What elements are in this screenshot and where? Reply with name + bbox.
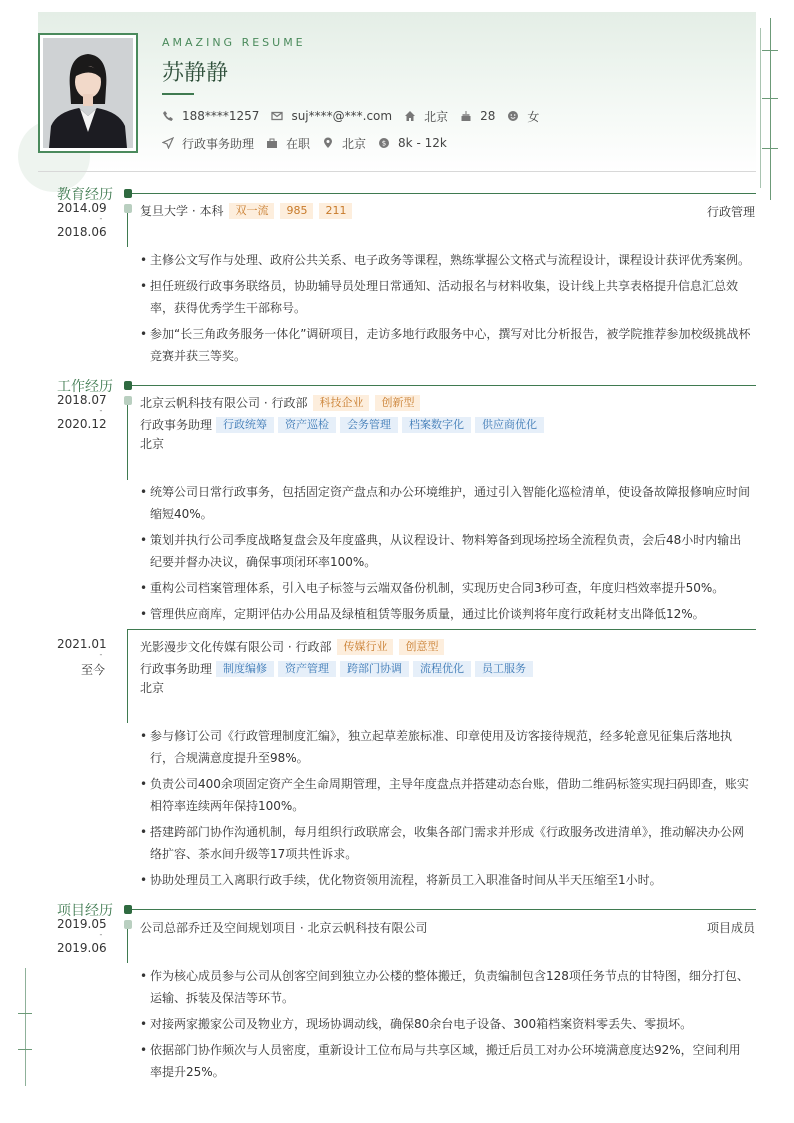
entry-marker <box>124 920 132 929</box>
skill-tag: 员工服务 <box>475 661 533 677</box>
phone-text: 188****1257 <box>182 109 260 123</box>
timeline-line <box>127 213 128 247</box>
edu-major: 行政管理 <box>707 205 756 219</box>
project-name: 公司总部乔迁及空间规划项目 · 北京云帆科技有限公司 <box>140 921 428 935</box>
section-title-education: 教育经历 <box>57 187 113 203</box>
work2-title-row <box>140 660 533 677</box>
project-bullet: • 作为核心成员参与公司从创客空间到独立办公楼的整体搬迁，负责编制包含128项任务节点的甘特图，细分打包、运输、拆装及保洁等环节。 <box>140 965 752 1009</box>
avatar <box>43 38 133 148</box>
skill-tag: 资产巡检 <box>278 417 336 433</box>
age-icon <box>460 110 472 122</box>
salary-text: 8k - 12k <box>398 136 447 150</box>
edu-end-date: 2018.06 <box>57 225 107 239</box>
resume-tagline: AMAZING RESUME <box>162 36 306 49</box>
briefcase-icon <box>266 137 278 149</box>
section-marker <box>124 381 132 390</box>
status-item <box>266 135 310 152</box>
status-text: 在职 <box>286 136 311 151</box>
skill-tag: 供应商优化 <box>475 417 544 433</box>
date-dash: - <box>99 214 103 223</box>
work2-bullet: • 负责公司400余项固定资产全生命周期管理，主导年度盘点并搭建动态台账，借助二维码标签实现扫码即查，账实相符率连续两年保持100%。 <box>140 773 752 817</box>
contact-row <box>162 107 551 125</box>
project-start-date: 2019.05 <box>57 917 107 931</box>
company-tag: 传媒行业 <box>337 639 393 655</box>
age-text: 28 <box>480 109 496 123</box>
skill-tag: 流程优化 <box>413 661 471 677</box>
section-marker <box>124 905 132 914</box>
work2-end-date: 至今 <box>80 663 105 677</box>
work2-company-row <box>140 638 444 655</box>
work1-start-date: 2018.07 <box>57 393 107 407</box>
job-title: 行政事务助理 <box>140 418 213 432</box>
school-name: 复旦大学 · 本科 <box>140 204 224 218</box>
work1-bullet: • 管理供应商库，定期评估办公用品及绿植租赁等服务质量，通过比价谈判将年度行政耗材支出降低12%。 <box>140 603 752 625</box>
section-line <box>132 909 756 910</box>
age-item <box>460 109 495 123</box>
work2-city: 北京 <box>140 681 165 695</box>
home-icon <box>404 110 416 122</box>
email-item <box>271 109 392 123</box>
gender-icon <box>507 110 519 122</box>
phone-icon <box>162 110 174 122</box>
section-line <box>132 385 756 386</box>
job-title: 行政事务助理 <box>140 662 213 676</box>
intent-row <box>162 134 459 152</box>
work1-end-date: 2020.12 <box>57 417 107 431</box>
date-dash: - <box>99 930 103 939</box>
money-icon <box>378 137 390 149</box>
header-divider <box>38 171 756 172</box>
svg-text:$: $ <box>381 139 387 148</box>
timeline-line <box>127 405 128 480</box>
company-tag: 科技企业 <box>313 395 369 411</box>
school-tag: 985 <box>280 203 313 219</box>
work2-bullet: • 协助处理员工入离职行政手续，优化物资领用流程，将新员工入职准备时间从半天压缩至1小时。 <box>140 869 752 891</box>
skill-tag: 行政统筹 <box>216 417 274 433</box>
location-icon <box>322 137 334 149</box>
date-dash: - <box>99 650 103 659</box>
work1-company-row <box>140 394 420 411</box>
entry-marker <box>124 204 132 213</box>
project-bullet: • 对接两家搬家公司及物业方，现场协调动线，确保80余台电子设备、300箱档案资料零丢失、零损坏。 <box>140 1013 752 1035</box>
work1-city: 北京 <box>140 437 165 451</box>
city-item <box>404 108 448 125</box>
entry-separator <box>127 629 756 630</box>
skill-tag: 档案数字化 <box>402 417 471 433</box>
edu-bullet: • 参加“长三角政务服务一体化”调研项目，走访多地行政服务中心，撰写对比分析报告，被学院推荐参加校级挑战杯竞赛并获三等奖。 <box>140 323 752 367</box>
skill-tag: 会务管理 <box>340 417 398 433</box>
target-city-text: 北京 <box>342 136 367 151</box>
section-title-work: 工作经历 <box>57 379 113 395</box>
school-tag: 双一流 <box>229 203 274 219</box>
email-icon <box>271 110 283 122</box>
work1-bullet: • 重构公司档案管理体系，引入电子标签与云端双备份机制，实现历史合同3秒可查，年度归档效率提升50%。 <box>140 577 752 599</box>
work2-bullet: • 参与修订公司《行政管理制度汇编》，独立起草差旅标准、印章使用及访客接待规范，经多轮意见征集后落地执行，合规满意度提升至98%。 <box>140 725 752 769</box>
work1-bullet: • 统筹公司日常行政事务，包括固定资产盘点和办公环境维护，通过引入智能化巡检清单，使设备故障报修响应时间缩短40%。 <box>140 481 752 525</box>
candidate-name: 苏静静 <box>162 61 229 86</box>
edu-bullet: • 主修公文写作与处理、政府公共关系、电子政务等课程，熟练掌握公文格式与流程设计，课程设计获评优秀案例。 <box>140 249 752 271</box>
target-city-item <box>322 135 366 152</box>
send-icon <box>162 137 174 149</box>
company-tag: 创新型 <box>375 395 420 411</box>
work1-title-row <box>140 416 544 433</box>
skill-tag: 跨部门协调 <box>340 661 409 677</box>
project-role: 项目成员 <box>707 921 756 935</box>
entry-marker <box>124 396 132 405</box>
salary-item <box>378 136 447 150</box>
section-line <box>132 193 756 194</box>
email-text: suj****@***.com <box>291 109 393 123</box>
city-text: 北京 <box>424 109 449 124</box>
gender-item <box>507 108 539 125</box>
edu-bullet: • 担任班级行政事务联络员，协助辅导员处理日常通知、活动报名与材料收集，设计线上共享表格提升信息汇总效率，获得优秀学生干部称号。 <box>140 275 752 319</box>
timeline-line <box>127 629 128 723</box>
work2-start-date: 2021.01 <box>57 637 107 651</box>
company-name: 北京云帆科技有限公司 · 行政部 <box>140 396 308 410</box>
timeline-line <box>127 929 128 963</box>
work2-bullet: • 搭建跨部门协作沟通机制，每月组织行政联席会，收集各部门需求并形成《行政服务改进清单》，推动解决办公网络扩容、茶水间升级等17项共性诉求。 <box>140 821 752 865</box>
gender-text: 女 <box>527 109 540 124</box>
name-underline <box>162 93 194 95</box>
edu-school-row <box>140 202 352 219</box>
project-bullet: • 依据部门协作频次与人员密度，重新设计工位布局与共享区域，搬迁后员工对办公环境满意度达92%，空间利用率提升25%。 <box>140 1039 752 1083</box>
skill-tag: 制度编修 <box>216 661 274 677</box>
edu-start-date: 2014.09 <box>57 201 107 215</box>
company-name: 光影漫步文化传媒有限公司 · 行政部 <box>140 640 332 654</box>
section-marker <box>124 189 132 198</box>
project-end-date: 2019.06 <box>57 941 107 955</box>
company-tag: 创意型 <box>399 639 444 655</box>
target-job-item <box>162 135 254 152</box>
section-title-project: 项目经历 <box>57 903 113 919</box>
work1-bullet: • 策划并执行公司季度战略复盘会及年度盛典，从议程设计、物料筹备到现场控场全流程负责，会后48小时内输出纪要并督办决议，确保事项闭环率100%。 <box>140 529 752 573</box>
target-job-text: 行政事务助理 <box>182 136 255 151</box>
phone-item <box>162 109 259 123</box>
school-tag: 211 <box>319 203 352 219</box>
skill-tag: 资产管理 <box>278 661 336 677</box>
date-dash: - <box>99 406 103 415</box>
